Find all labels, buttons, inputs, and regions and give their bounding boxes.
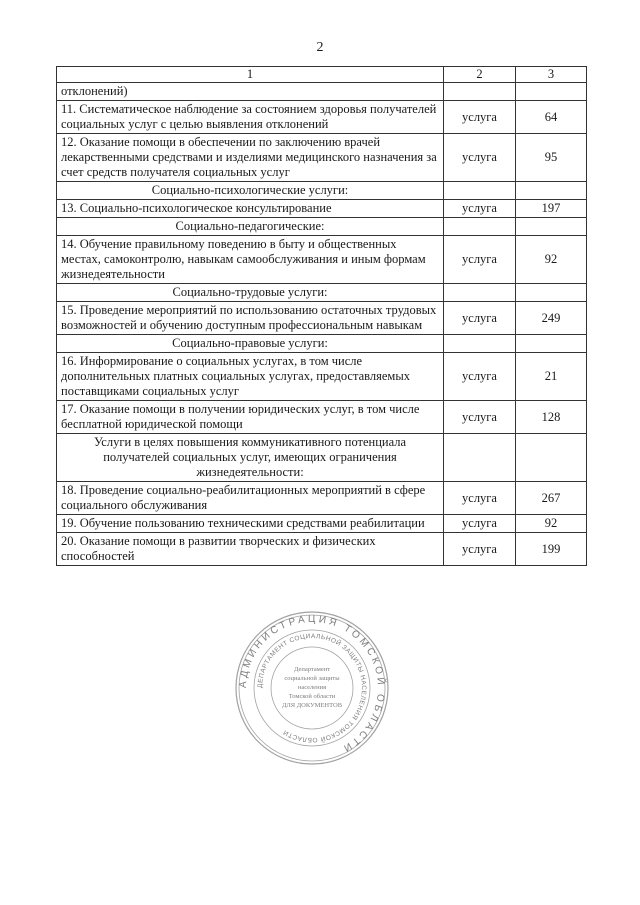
service-name-cell: 11. Систематическое наблюдение за состоянием здоровья получателей социальных услуг с целью выявления отклонений xyxy=(57,101,444,134)
value-cell: 92 xyxy=(516,515,587,533)
unit-cell: услуга xyxy=(444,482,516,515)
value-cell: 128 xyxy=(516,401,587,434)
value-cell: 92 xyxy=(516,236,587,284)
seal-ring-text: ДЕПАРТАМЕНТ СОЦИАЛЬНОЙ ЗАЩИТЫ НАСЕЛЕНИЯ ТОМСКОЙ ОБЛАСТИ xyxy=(256,632,368,744)
service-name-cell: 19. Обучение пользованию техническими средствами реабилитации xyxy=(57,515,444,533)
header-cell-2: 2 xyxy=(444,67,516,83)
empty-cell xyxy=(516,434,587,482)
unit-cell: услуга xyxy=(444,134,516,182)
empty-cell xyxy=(516,335,587,353)
service-name-cell: 16. Информирование о социальных услугах, в том числе дополнительных платных социальных услугах, предоставляемых поставщиками социальных услуг xyxy=(57,353,444,401)
table-row xyxy=(57,353,587,401)
table-row xyxy=(57,83,587,101)
value-cell: 199 xyxy=(516,533,587,566)
section-heading-cell: Услуги в целях повышения коммуникативного потенциала получателей социальных услуг, имеющих ограничения жизнедеятельности: xyxy=(57,434,444,482)
empty-cell xyxy=(516,284,587,302)
unit-cell: услуга xyxy=(444,302,516,335)
table-row xyxy=(57,200,587,218)
service-name-cell: 18. Проведение социально-реабилитационных мероприятий в сфере социального обслуживания xyxy=(57,482,444,515)
service-name-cell: 20. Оказание помощи в развитии творческих и физических способностей xyxy=(57,533,444,566)
table-row xyxy=(57,134,587,182)
table-row xyxy=(57,515,587,533)
value-cell: 64 xyxy=(516,101,587,134)
value-cell: 267 xyxy=(516,482,587,515)
seal-outer-text: АДМИНИСТРАЦИЯ ТОМСКОЙ ОБЛАСТИ xyxy=(237,613,387,755)
section-row xyxy=(57,335,587,353)
value-cell: 249 xyxy=(516,302,587,335)
seal-inner-line: Томской области xyxy=(288,693,336,700)
header-cell-1: 1 xyxy=(57,67,444,83)
empty-cell xyxy=(444,182,516,200)
official-seal xyxy=(232,608,392,768)
seal-inner-line: социальной защиты xyxy=(284,675,340,682)
unit-cell: услуга xyxy=(444,533,516,566)
seal-inner-line: Департамент xyxy=(293,666,331,673)
service-name-cell: 12. Оказание помощи в обеспечении по заключению врачей лекарственными средствами и изделиями медицинского назначения за счет средств получателя социальных услуг xyxy=(57,134,444,182)
section-heading-cell: Социально-правовые услуги: xyxy=(57,335,444,353)
empty-cell xyxy=(444,434,516,482)
section-row xyxy=(57,284,587,302)
empty-cell xyxy=(444,335,516,353)
value-cell xyxy=(516,83,587,101)
service-name-cell: отклонений) xyxy=(57,83,444,101)
table-row xyxy=(57,401,587,434)
section-row xyxy=(57,218,587,236)
unit-cell xyxy=(444,83,516,101)
unit-cell: услуга xyxy=(444,401,516,434)
empty-cell xyxy=(516,182,587,200)
service-name-cell: 17. Оказание помощи в получении юридических услуг, в том числе бесплатной юридической помощи xyxy=(57,401,444,434)
table-body xyxy=(57,67,587,566)
empty-cell xyxy=(444,218,516,236)
section-heading-cell: Социально-трудовые услуги: xyxy=(57,284,444,302)
unit-cell: услуга xyxy=(444,353,516,401)
unit-cell: услуга xyxy=(444,101,516,134)
table-row xyxy=(57,302,587,335)
section-heading-cell: Социально-психологические услуги: xyxy=(57,182,444,200)
service-name-cell: 14. Обучение правильному поведению в быту и общественных местах, самоконтролю, навыкам самообслуживания и иным формам жизнедеятельности xyxy=(57,236,444,284)
seal-inner-line: населения xyxy=(297,684,327,691)
unit-cell: услуга xyxy=(444,200,516,218)
section-heading-cell: Социально-педагогические: xyxy=(57,218,444,236)
table-header-row xyxy=(57,67,587,83)
section-row xyxy=(57,182,587,200)
table-row xyxy=(57,533,587,566)
service-name-cell: 15. Проведение мероприятий по использованию остаточных трудовых возможностей и обучению доступным профессиональным навыкам xyxy=(57,302,444,335)
service-name-cell: 13. Социально-психологическое консультирование xyxy=(57,200,444,218)
unit-cell: услуга xyxy=(444,515,516,533)
page-number: 2 xyxy=(316,40,324,55)
value-cell: 95 xyxy=(516,134,587,182)
table-row xyxy=(57,236,587,284)
seal-inner-line: ДЛЯ ДОКУМЕНТОВ xyxy=(281,702,343,709)
value-cell: 21 xyxy=(516,353,587,401)
value-cell: 197 xyxy=(516,200,587,218)
empty-cell xyxy=(516,218,587,236)
services-table xyxy=(56,66,587,566)
unit-cell: услуга xyxy=(444,236,516,284)
section-row xyxy=(57,434,587,482)
seal-graphic xyxy=(232,608,392,768)
table-row xyxy=(57,101,587,134)
empty-cell xyxy=(444,284,516,302)
table-row xyxy=(57,482,587,515)
header-cell-3: 3 xyxy=(516,67,587,83)
